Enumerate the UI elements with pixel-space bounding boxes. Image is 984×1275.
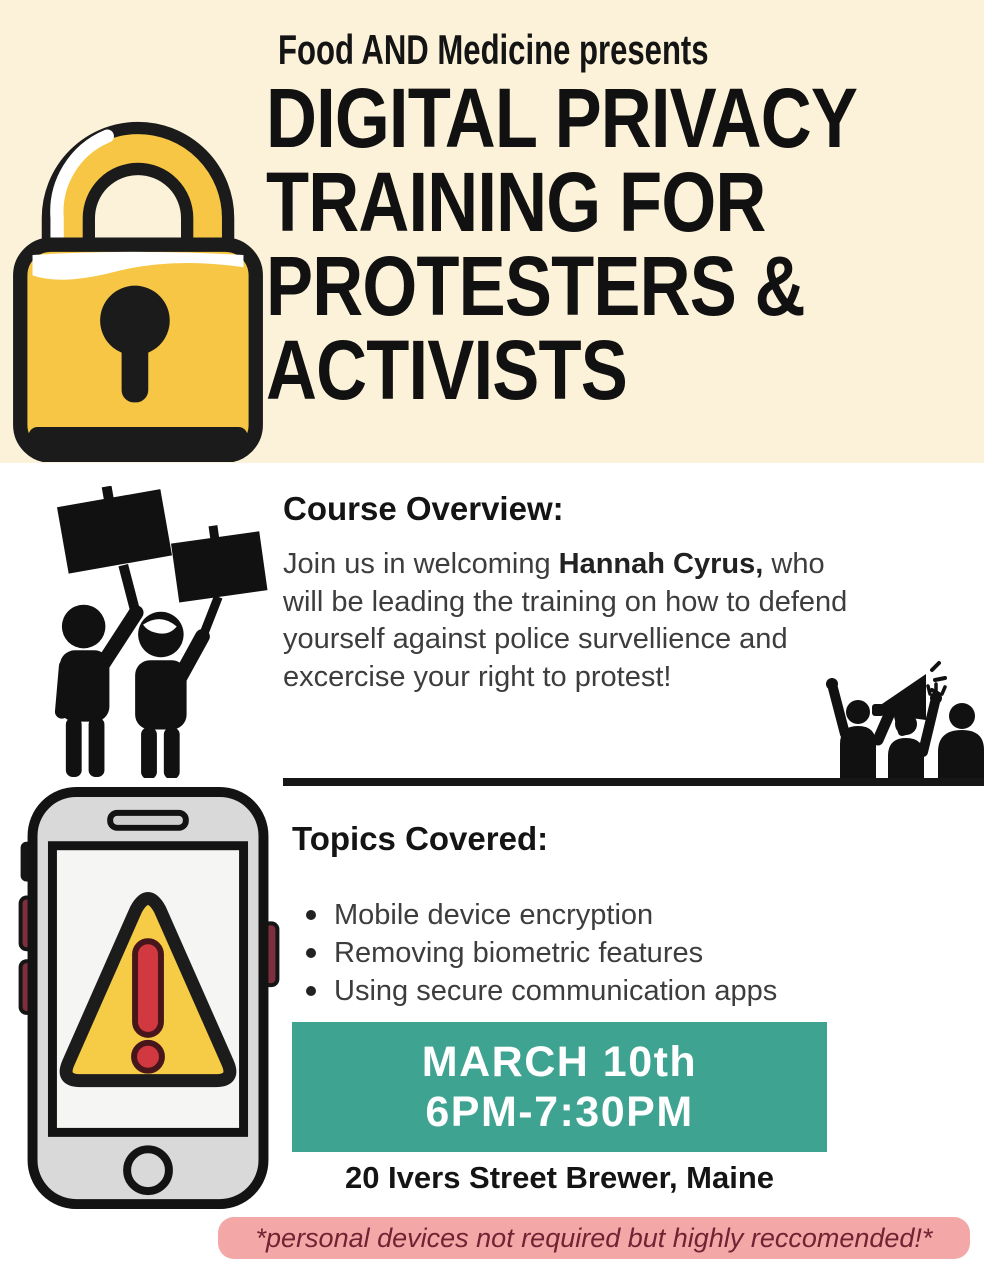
event-address: 20 Ivers Street Brewer, Maine bbox=[344, 1160, 775, 1195]
topics-covered-heading: Topics Covered: bbox=[292, 820, 549, 857]
bullet-dot bbox=[306, 910, 316, 920]
smartphone-warning-icon bbox=[18, 786, 280, 1216]
device-note-banner bbox=[218, 1217, 970, 1259]
title-line-1: DIGITAL PRIVACY bbox=[266, 71, 858, 165]
bullet-dot bbox=[306, 948, 316, 958]
bullet-dot bbox=[306, 986, 316, 996]
course-overview-paragraph bbox=[283, 546, 868, 696]
topic-item-2 bbox=[292, 934, 832, 972]
header-band bbox=[0, 0, 984, 463]
topic-item-1-label: Mobile device encryption bbox=[334, 899, 654, 931]
device-note-text: *personal devices not required but highly reccomended!* bbox=[255, 1222, 933, 1253]
event-date-box bbox=[292, 1022, 827, 1152]
presenter-line: Food AND Medicine presents bbox=[278, 26, 709, 73]
title-line-2: TRAINING FOR bbox=[266, 155, 766, 249]
topic-item-1 bbox=[292, 896, 832, 934]
course-overview-section bbox=[283, 490, 868, 725]
title-line-4: ACTIVISTS bbox=[266, 323, 627, 417]
topic-item-3-label: Using secure communication apps bbox=[334, 975, 778, 1007]
crowd-megaphone-icon bbox=[826, 660, 984, 784]
title-line-3: PROTESTERS & bbox=[266, 239, 805, 333]
course-overview-heading: Course Overview: bbox=[283, 490, 564, 527]
event-time: 6PM-7:30PM bbox=[425, 1088, 694, 1136]
topic-item-3 bbox=[292, 972, 832, 1010]
topics-covered-section bbox=[292, 820, 832, 1010]
section-divider-line bbox=[283, 778, 984, 786]
poster-title bbox=[266, 71, 970, 417]
protesters-with-signs-icon bbox=[22, 486, 274, 778]
topics-list bbox=[292, 896, 832, 1010]
event-date: MARCH 10th bbox=[421, 1038, 698, 1086]
speaker-name: Hannah Cyrus, bbox=[558, 548, 764, 580]
padlock-icon bbox=[10, 52, 266, 462]
topic-item-2-label: Removing biometric features bbox=[334, 937, 704, 969]
course-intro-text: Join us in welcoming bbox=[283, 548, 559, 580]
course-body-text: who will be leading the training on how to defend yourself against police survellience and excercise your right to protest! bbox=[283, 548, 848, 693]
